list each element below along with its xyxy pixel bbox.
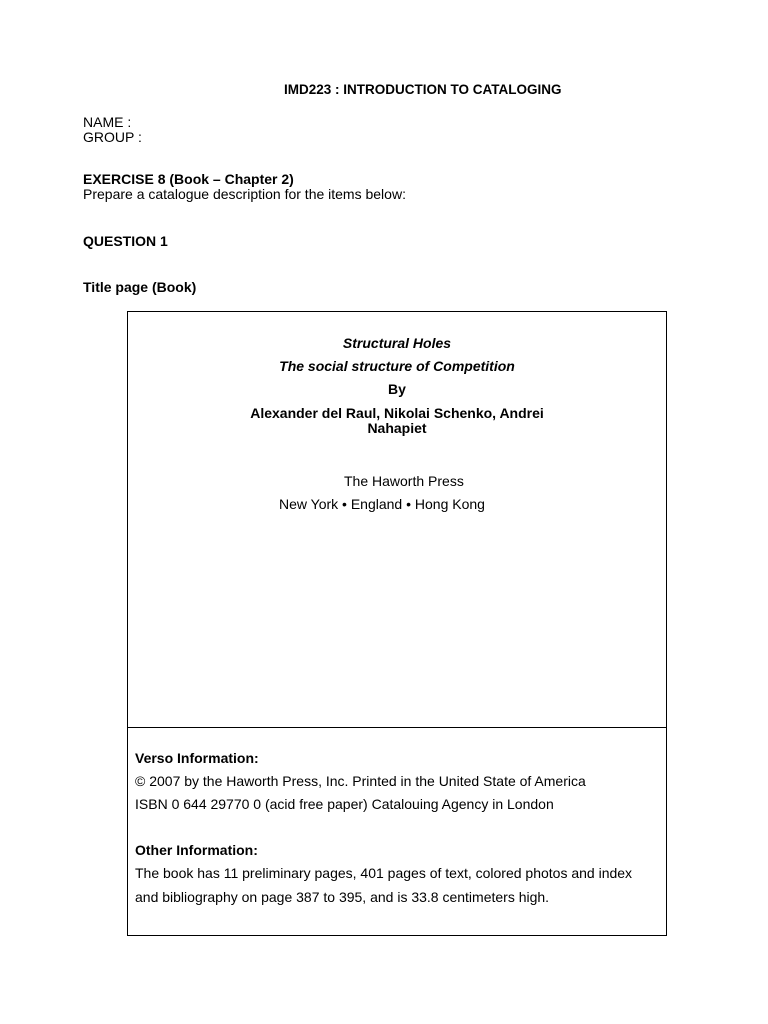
exercise-instructions: Prepare a catalogue description for the items below: <box>83 186 406 202</box>
title-page-box <box>127 311 667 936</box>
verso-heading: Verso Information: <box>135 750 259 766</box>
exercise-heading: EXERCISE 8 (Book – Chapter 2) <box>83 171 294 187</box>
authors-line-2: Nahapiet <box>367 420 427 436</box>
question-heading: QUESTION 1 <box>83 233 168 249</box>
other-info-line-1: The book has 11 preliminary pages, 401 pages of text, colored photos and index <box>135 865 633 881</box>
title-page-label: Title page (Book) <box>83 279 197 295</box>
verso-copyright: © 2007 by the Haworth Press, Inc. Printed in the United State of America <box>135 773 586 789</box>
box-divider <box>128 727 666 728</box>
other-info-line-2: and bibliography on page 387 to 395, and is 33.8 centimeters high. <box>135 889 550 905</box>
course-title: IMD223 : INTRODUCTION TO CATALOGING <box>284 82 562 97</box>
group-label: GROUP : <box>83 129 142 145</box>
authors-line-1: Alexander del Raul, Nikolai Schenko, Andrei <box>250 405 544 421</box>
publisher: The Haworth Press <box>344 473 464 489</box>
verso-isbn: ISBN 0 644 29770 0 (acid free paper) Catalouing Agency in London <box>135 796 554 812</box>
name-label: NAME : <box>83 114 132 130</box>
book-subtitle: The social structure of Competition <box>279 358 515 374</box>
other-info-heading: Other Information: <box>135 842 258 858</box>
by-label: By <box>388 381 406 397</box>
book-title: Structural Holes <box>342 335 452 351</box>
publication-places: New York • England • Hong Kong <box>279 496 485 512</box>
